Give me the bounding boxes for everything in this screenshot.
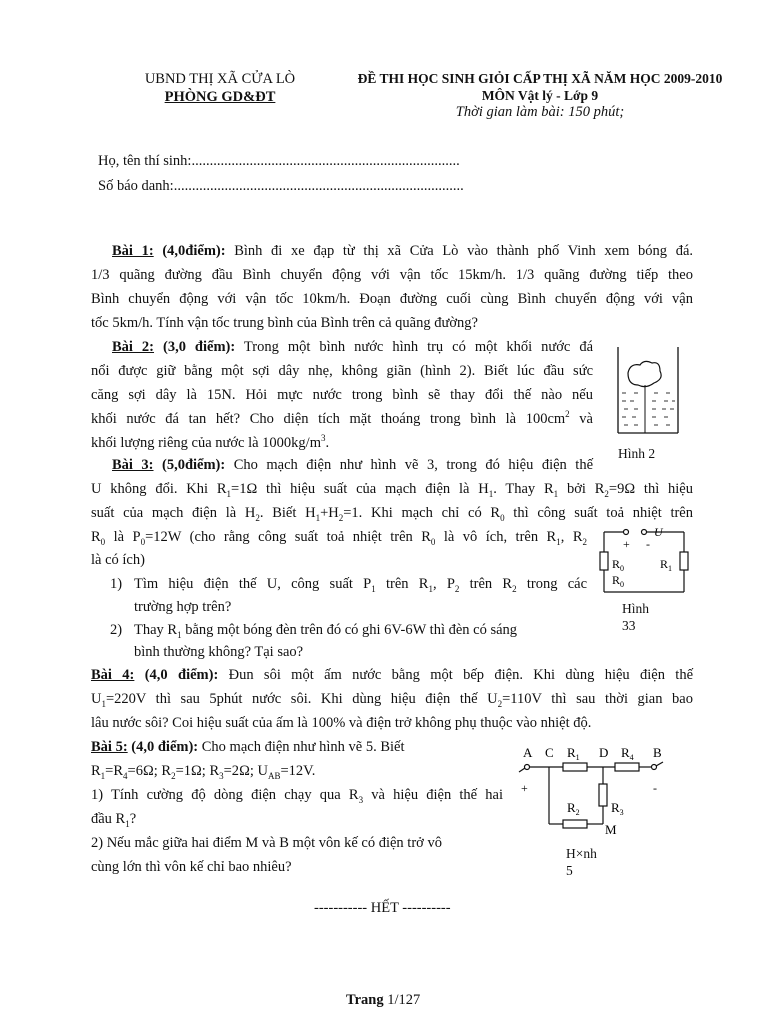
page-label: Trang: [346, 992, 384, 1008]
b3-text-1: Cho mạch điện như hình vẽ 3, trong đó hiệu điện thế: [225, 457, 594, 473]
b3-q1-line-1: Tìm hiệu điện thế U, công suất $P_1$ trên $R_1$, $P_2$ trên $R_2$ trong các: [134, 576, 588, 594]
b5-line-5: 2) Nếu mắc giữa hai điểm M và B một vôn kế có điện trở vô: [91, 835, 442, 851]
b3-line-2: U không đổi. Khi $R_1=1\Omega$ thì hiệu suất của mạch điện là $H_1$. Thay $R_1$ bởi $R_2=9\Omega$ thì hiệu: [91, 481, 693, 499]
candidate-id-line: Số báo danh:................................................................................: [98, 178, 464, 194]
department-name: PHÒNG GD&ĐT: [164, 89, 276, 105]
figure-5-caption: H×nh 5: [566, 846, 597, 878]
b3-q1-number: 1): [110, 576, 123, 592]
b4-points: (4,0 điểm):: [144, 667, 219, 683]
fig5-label-a: A: [523, 745, 533, 760]
b5-line-1: [91, 737, 405, 757]
b3-line-1: [112, 455, 593, 475]
b1-line-4: tốc 5km/h. Tính vận tốc trung bình của Bình trên cả quãng đường?: [91, 315, 478, 331]
page-footer: [346, 990, 420, 1010]
b1-title: Bài 1:: [112, 243, 154, 259]
header-left: [110, 70, 330, 106]
b3-line-4: $R_0$ là $P_0=12W$ (cho rằng công suất toả nhiệt trên $R_0$ là vô ích, trên $R_1$, $R_2$: [91, 529, 587, 547]
figure-2-cylinder: [608, 345, 688, 441]
b1-line-2: 1/3 quãng đường đầu Bình chuyển động với vận tốc 15km/h. 1/3 quãng đường tiếp theo: [91, 267, 693, 283]
page-number: 1/127: [387, 992, 421, 1008]
exam-time: Thời gian làm bài: 150 phút;: [455, 104, 625, 120]
b4-line-2: $U_1=220V$ thì sau 5phút nước sôi. Khi dùng hiệu điện thế $U_2=110V$ thì sau thời gian bao: [91, 691, 693, 709]
fig5-label-r3: $R_3$: [611, 800, 624, 817]
header-right: [325, 70, 755, 121]
b3-q2-line-2: bình thường không? Tại sao?: [134, 644, 304, 660]
figure-3-circuit: [596, 522, 692, 600]
fig5-label-r2: $R_2$: [567, 800, 580, 817]
fig5-label-m: M: [605, 822, 617, 837]
b5-line-4: đầu $R_1$?: [91, 811, 137, 829]
fig5-label-r4: $R_4$: [621, 745, 634, 762]
b5-line-2: $R_1=R_4=6\Omega$; $R_2=1\Omega$; $R_3=2\Omega$; $U_{AB}=12V$.: [91, 763, 316, 781]
b2-text-1: Trong một bình nước hình trụ có một khối nước đá: [235, 339, 593, 355]
b3-q1-line-2: trường hợp trên?: [134, 599, 232, 615]
figure-2-caption: Hình 2: [618, 446, 656, 461]
fig5-plus: +: [521, 781, 528, 795]
fig3-minus: -: [646, 537, 650, 551]
fig5-minus: -: [653, 781, 657, 795]
b1-text-1: Bình đi xe đạp từ thị xã Cửa Lò vào thành phố Vinh xem bóng đá.: [225, 243, 694, 259]
b3-title: Bài 3:: [112, 457, 154, 473]
fig3-u-label: U: [654, 525, 663, 539]
b2-line-4: khối nước đá tan hết? Cho diện tích mặt thoáng trong bình là $100cm^2$ và: [91, 409, 593, 427]
b4-title: Bài 4:: [91, 667, 135, 683]
figure-3-caption: Hình 33: [622, 601, 649, 633]
fig5-label-b: B: [653, 745, 662, 760]
fig3-plus: +: [623, 537, 630, 551]
b3-line-5: là có ích): [91, 552, 145, 568]
authority-name: UBND THỊ XÃ CỬA LÒ: [144, 71, 296, 87]
fig5-label-d: D: [599, 745, 609, 760]
b2-line-1: [112, 337, 593, 357]
b5-line-6: cùng lớn thì vôn kế chỉ bao nhiêu?: [91, 859, 292, 875]
b1-points: (4,0điểm):: [162, 243, 226, 259]
fig5-label-c: C: [545, 745, 554, 760]
b3-q2-number: 2): [110, 622, 123, 638]
b5-points: (4,0 điểm):: [131, 739, 199, 755]
b1-line-3: Bình chuyển động với vận tốc 10km/h. Đoạn đường cuối cùng Bình chuyển động với vận: [91, 291, 693, 307]
b4-line-3: lâu nước sôi? Coi hiệu suất của ấm là 100% và điện trở không phụ thuộc vào nhiệt độ.: [91, 715, 592, 731]
exam-title: ĐỀ THI HỌC SINH GIỎI CẤP THỊ XÃ NĂM HỌC 2009-2010: [357, 71, 723, 86]
exam-subject: MÔN Vật lý - Lớp 9: [481, 88, 599, 103]
b2-line-3: căng sợi dây là 15N. Hỏi mực nước trong bình sẽ thay đổi thế nào nếu: [91, 387, 593, 403]
fig3-r0-label: $R_0$: [612, 557, 625, 573]
b2-line-5: khối lượng riêng của nước là $1000kg/m^3$.: [91, 433, 330, 451]
b4-text-1: Đun sôi một ấm nước bằng một bếp điện. Khi dùng hiệu điện thế: [218, 667, 694, 683]
b2-line-2: nổi được giữ bằng một sợi dây nhẹ, không giãn (hình 2). Biết lúc đầu sức: [91, 363, 593, 379]
b5-title: Bài 5:: [91, 739, 128, 755]
end-marker: ----------- HẾT ----------: [314, 900, 451, 916]
b2-points: (3,0 điểm):: [163, 339, 236, 355]
figure-5-circuit: [515, 740, 695, 850]
fig3-r1-label: $R_1$: [660, 557, 673, 573]
b4-line-1: [91, 665, 693, 685]
b2-title: Bài 2:: [112, 339, 155, 355]
fig3-r0-bottom-label: $R_0$: [612, 573, 625, 589]
b5-line-3: 1) Tính cường độ dòng điện chạy qua $R_3$ và hiệu điện thế hai: [91, 787, 504, 805]
b5-text-1: Cho mạch điện như hình vẽ 5. Biết: [198, 739, 405, 755]
fig5-label-r1: $R_1$: [567, 745, 580, 762]
b3-points: (5,0điểm):: [162, 457, 226, 473]
b3-line-3: suất của mạch điện là $H_2$. Biết $H_1+H_2=1$. Khi mạch chỉ có $R_0$ thì công suất toả nhiệt trên: [91, 505, 693, 523]
b1-line-1: [112, 241, 693, 261]
candidate-name-line: Họ, tên thí sinh:..........................................................................: [98, 153, 460, 169]
b3-q2-line-1: Thay $R_1$ bằng một bóng đèn trên đó có ghi 6V-6W thì đèn có sáng: [134, 622, 518, 640]
